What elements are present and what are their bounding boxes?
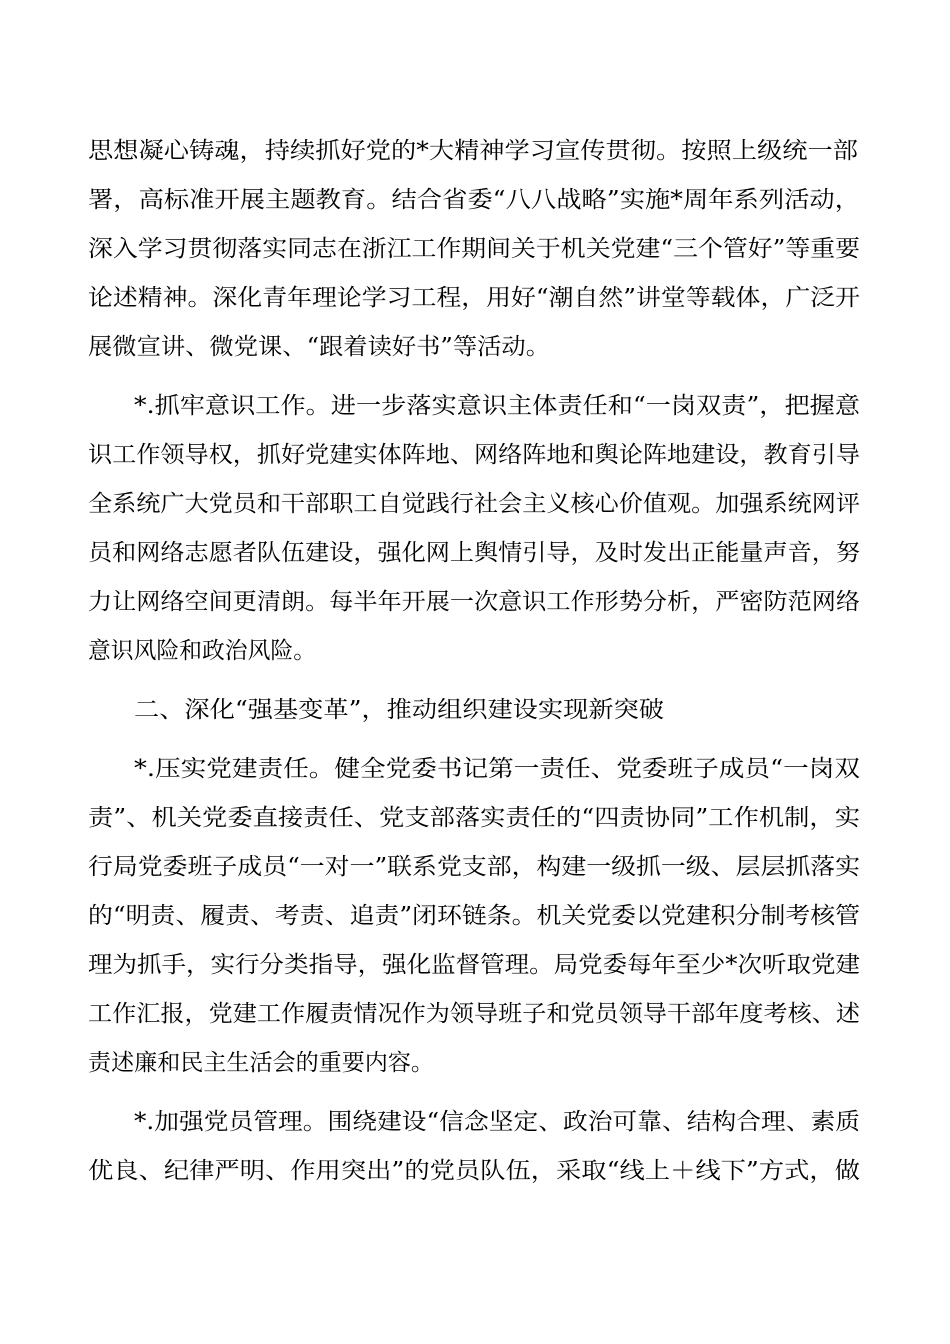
text-line	[0, 330, 950, 364]
section-heading-text: 二、深化“强基变革”，推动组织建设实现新突破	[134, 697, 664, 723]
line-text: *.加强党员管理。围绕建设“信念坚定、政治可靠、结构合理、素质	[134, 1109, 860, 1135]
line-text: 的“明责、履责、考责、追责”闭环链条。机关党委以党建积分制考核管	[88, 903, 860, 929]
line-text: 论述精神。深化青年理论学习工程，用好“潮自然”讲堂等载体，广泛开	[88, 285, 860, 311]
text-line	[0, 948, 950, 982]
line-text: 展微宣讲、微党课、“跟着读好书”等活动。	[88, 334, 550, 360]
text-line	[0, 389, 950, 423]
line-text: 责”、机关党委直接责任、党支部落实责任的“四责协同”工作机制，实	[88, 805, 860, 831]
line-text: 深入学习贯彻落实同志在浙江工作期间关于机关党建“三个管好”等重要	[88, 236, 860, 262]
line-text: 全系统广大党员和干部职工自觉践行社会主义核心价值观。加强系统网评	[88, 491, 860, 517]
line-text: 工作汇报，党建工作履责情况作为领导班子和党员领导干部年度考核、述	[88, 1001, 860, 1027]
line-text: 力让网络空间更清朗。每半年开展一次意识工作形势分析，严密防范网络	[88, 589, 860, 615]
text-line	[0, 850, 950, 884]
text-line	[0, 232, 950, 266]
line-text: 理为抓手，实行分类指导，强化监督管理。局党委每年至少*次听取党建	[88, 952, 860, 978]
line-text: 责述廉和民主生活会的重要内容。	[88, 1050, 434, 1076]
line-text: 思想凝心铸魂，持续抓好党的*大精神学习宣传贯彻。按照上级统一部	[88, 138, 858, 164]
section-heading	[0, 693, 950, 727]
text-line	[0, 634, 950, 668]
text-line	[0, 585, 950, 619]
line-text: 识工作领导权，抓好党建实体阵地、网络阵地和舆论阵地建设，教育引导	[88, 442, 860, 468]
text-line	[0, 487, 950, 521]
line-text: 意识风险和政治风险。	[88, 638, 316, 664]
text-line	[0, 752, 950, 786]
text-line	[0, 899, 950, 933]
line-text: 优良、纪律严明、作用突出”的党员队伍，采取“线上＋线下”方式，做	[88, 1158, 860, 1184]
text-line	[0, 1105, 950, 1139]
text-line	[0, 183, 950, 217]
line-text: 行局党委班子成员“一对一”联系党支部，构建一级抓一级、层层抓落实	[88, 854, 860, 880]
text-line	[0, 438, 950, 472]
text-line	[0, 536, 950, 570]
text-line	[0, 1154, 950, 1188]
text-line	[0, 134, 950, 168]
line-text: 员和网络志愿者队伍建设，强化网上舆情引导，及时发出正能量声音，努	[88, 540, 860, 566]
text-line	[0, 281, 950, 315]
text-line	[0, 801, 950, 835]
line-text: *.抓牢意识工作。进一步落实意识主体责任和“一岗双责”，把握意	[134, 393, 860, 419]
text-line	[0, 997, 950, 1031]
text-line	[0, 1046, 950, 1080]
line-text: *.压实党建责任。健全党委书记第一责任、党委班子成员“一岗双	[134, 756, 860, 782]
line-text: 署，高标准开展主题教育。结合省委“八八战略”实施*周年系列活动，	[88, 187, 860, 213]
